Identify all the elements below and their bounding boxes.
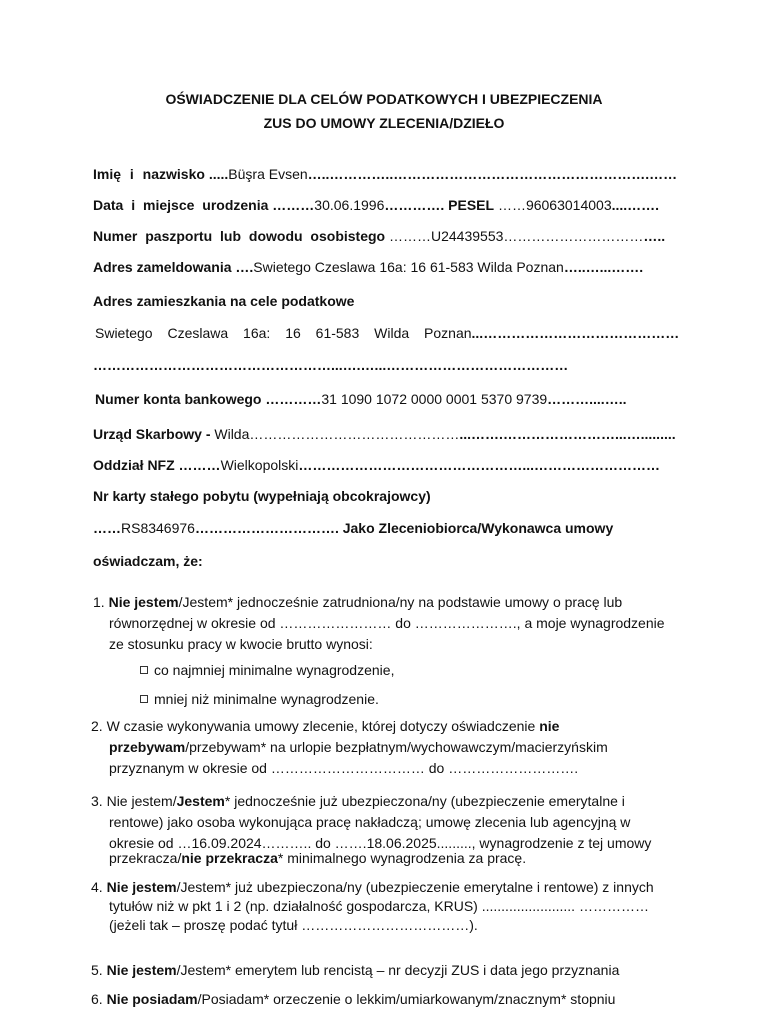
item-1-line3: ze stosunku pracy w kwocie brutto wynosi: bbox=[109, 636, 373, 652]
name-value: Büşra Evsen bbox=[228, 166, 308, 182]
card-field: ……RS8346976…………………………. Jako Zleceniobiorca/Wykonawca umowy bbox=[93, 520, 614, 536]
tax-address-field: Swietego Czeslawa 16a: 16 61-583 Wilda Poznan...…………………………………… bbox=[95, 325, 680, 341]
item-4-line3: (jeżeli tak – proszę podać tytuł ………………………………). bbox=[109, 917, 478, 933]
tax-office-field: Urząd Skarbowy - Wilda………………………………………...…….……………………...…......... bbox=[93, 426, 676, 442]
document-title-line2: ZUS DO UMOWY ZLECENIA/DZIEŁO bbox=[263, 115, 505, 131]
passport-field: Numer paszportu lub dowodu osobistego ………U24439553…………………………….. bbox=[93, 228, 666, 244]
item-2-line1: 2. W czasie wykonywania umowy zlecenie, której dotyczy oświadczenie nie bbox=[91, 718, 560, 734]
item-1-option2: mniej niż minimalne wynagrodzenie. bbox=[140, 690, 379, 708]
bank-value: 31 1090 1072 0000 0001 5370 9739 bbox=[321, 391, 548, 407]
checkbox-icon[interactable] bbox=[140, 666, 148, 674]
tax-address-line2: ……………………………………………...….…...………………………………… bbox=[93, 357, 569, 373]
item-3-line2: rentowe) jako osoba wykonująca pracę nakładczą; umowę zlecenia lub agencyjną w bbox=[109, 814, 631, 830]
nfz-label: Oddział NFZ ……… bbox=[93, 457, 221, 473]
address-value: Swietego Czeslawa 16a: 16 61-583 Wilda Poznan bbox=[253, 259, 564, 275]
nfz-field: Oddział NFZ ………Wielkopolski…………………………………………...……………………… bbox=[93, 457, 661, 473]
card-value: RS8346976 bbox=[121, 520, 195, 536]
passport-value: U24439553 bbox=[431, 228, 504, 244]
name-field: Imię i nazwisko .....Büşra Evsen…..…………..……………………………………………….…… bbox=[93, 166, 678, 182]
declare-text: oświadczam, że: bbox=[93, 553, 203, 569]
bank-field: Numer konta bankowego …………31 1090 1072 0000 0001 5370 9739………....….. bbox=[95, 391, 627, 407]
tax-address-value: Swietego Czeslawa 16a: 16 61-583 Wilda Poznan bbox=[95, 325, 472, 341]
item-1-line1: 1. Nie jestem/Jestem* jednocześnie zatrudniona/ny na podstawie umowy o pracę lub bbox=[93, 594, 623, 610]
item-2-line2: przebywam/przebywam* na urlopie bezpłatnym/wychowawczym/macierzyńskim bbox=[109, 739, 608, 755]
checkbox-icon[interactable] bbox=[140, 695, 148, 703]
item-4-line1: 4. Nie jestem/Jestem* już ubezpieczona/ny (ubezpieczenie emerytalne i rentowe) z innych bbox=[91, 879, 654, 895]
bank-label: Numer konta bankowego ………… bbox=[95, 391, 322, 407]
item-5-line1: 5. Nie jestem/Jestem* emerytem lub rencistą – nr decyzji ZUS i data jego przyznania bbox=[91, 962, 620, 978]
item-1-option1: co najmniej minimalne wynagrodzenie, bbox=[140, 661, 394, 679]
card-label: Nr karty stałego pobytu (wypełniają obcokrajowcy) bbox=[93, 488, 431, 504]
nfz-value: Wielkopolski bbox=[220, 457, 299, 473]
birth-value: 30.06.1996 bbox=[314, 197, 385, 213]
birth-label: Data i miejsce urodzenia bbox=[93, 197, 269, 213]
birth-field: Data i miejsce urodzenia ………30.06.1996…………. PESEL ……96063014003....……. bbox=[93, 197, 660, 213]
address-label: Adres zameldowania …. bbox=[93, 259, 254, 275]
pesel-label: PESEL bbox=[448, 197, 495, 213]
item-3-line1: 3. Nie jestem/Jestem* jednocześnie już ubezpieczona/ny (ubezpieczenie emerytalne i bbox=[91, 793, 625, 809]
tax-address-label: Adres zamieszkania na cele podatkowe bbox=[93, 293, 355, 309]
name-label: Imię i nazwisko bbox=[93, 166, 205, 182]
item-3-line3: okresie od …16.09.2024……….. do …….18.06.2025........., wynagrodzenie z tej umowy bbox=[109, 835, 652, 851]
pesel-value: 96063014003 bbox=[525, 197, 612, 213]
address-field: Adres zameldowania ….Swietego Czeslawa 16a: 16 61-583 Wilda Poznan…..…...……. bbox=[93, 259, 644, 275]
item-1-line2: równorzędnej w okresie od …………………… do …………………., a moje wynagrodzenie bbox=[109, 615, 665, 631]
tax-office-value: Wilda bbox=[214, 426, 250, 442]
item-4-line2: tytułów niż w pkt 1 i 2 (np. działalność gospodarcza, KRUS) ........................ …………… bbox=[109, 898, 649, 914]
document-title-line1: OŚWIADCZENIE DLA CELÓW PODATKOWYCH I UBEZPIECZENIA bbox=[165, 91, 603, 107]
card-role: Jako Zleceniobiorca/Wykonawca umowy bbox=[342, 520, 614, 536]
item-6-line1: 6. Nie posiadam/Posiadam* orzeczenie o lekkim/umiarkowanym/znacznym* stopniu bbox=[91, 991, 616, 1007]
item-3-line4: przekracza/nie przekracza* minimalnego wynagrodzenia za pracę. bbox=[109, 850, 527, 866]
tax-office-label: Urząd Skarbowy - bbox=[93, 426, 215, 442]
item-2-line3: przyznanym w okresie od …………………………… do ………………………. bbox=[109, 760, 579, 776]
passport-label: Numer paszportu lub dowodu osobistego bbox=[93, 228, 386, 244]
